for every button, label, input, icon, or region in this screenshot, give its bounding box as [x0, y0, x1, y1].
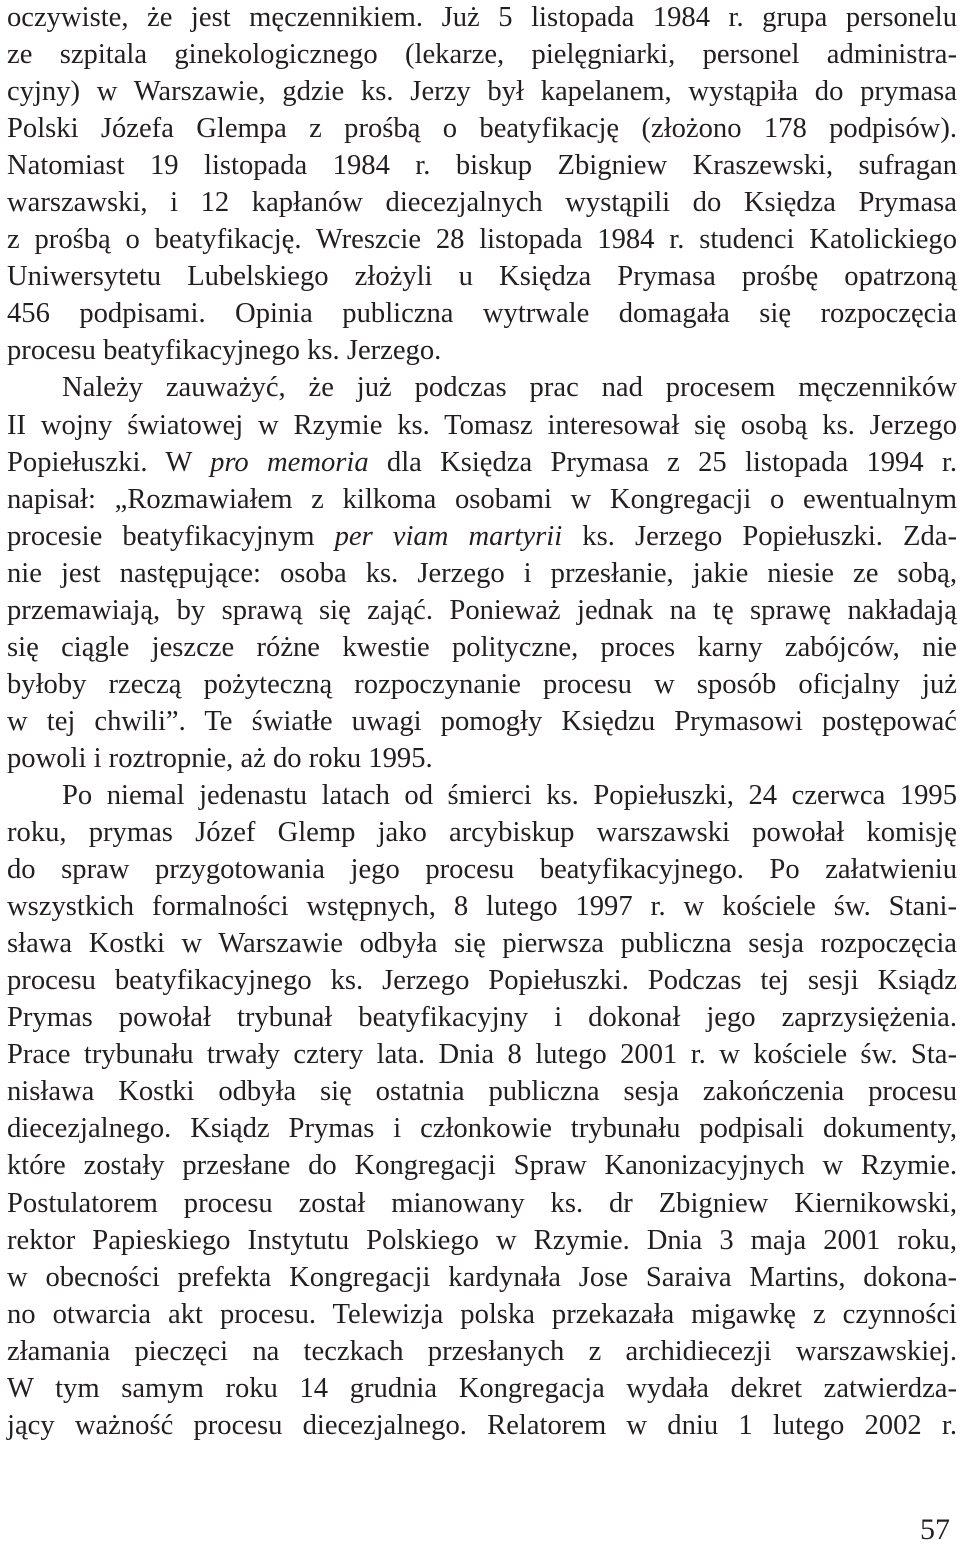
text-line [7, 444, 957, 481]
text-run: procesie beatyfikacyjnym [7, 520, 335, 552]
text-line: powoli i roztropnie, aż do roku 1995. [7, 742, 433, 774]
text-line: cyjny) w Warszawie, gdzie ks. Jerzy był kapelanem, wystąpiła do prymasa [7, 76, 957, 108]
page-number: 57 [920, 1513, 950, 1546]
text-line: oczywiste, że jest męczennikiem. Już 5 listopada 1984 r. grupa personelu [7, 2, 957, 33]
text-line: złamania pieczęci na teczkach przesłanych z archidiecezji warszawskiej. [7, 1335, 957, 1367]
text-line: byłoby rzeczą pożyteczną rozpoczynanie procesu w sposób oficjalny już [7, 668, 957, 700]
text-line: z prośbą o beatyfikację. Wreszcie 28 listopada 1984 r. studenci Katolickiego [7, 224, 957, 256]
text-line: procesu beatyfikacyjnego ks. Jerzego Popiełuszki. Podczas tej sesji Ksiądz [7, 965, 957, 997]
text-line: sława Kostki w Warszawie odbyła się pierwsza publiczna sesja rozpoczęcia [7, 928, 957, 960]
text-line: się ciągle jeszcze różne kwestie polityczne, proces karny zabójców, nie [7, 631, 957, 663]
text-line: w tej chwili”. Te światłe uwagi pomogły Księdzu Prymasowi postępować [7, 705, 957, 737]
text-run: Popiełuszki. W [7, 446, 211, 478]
text-line: rektor Papieskiego Instytutu Polskiego w Rzymie. Dnia 3 maja 2001 roku, [7, 1224, 957, 1256]
text-line: procesu beatyfikacyjnego ks. Jerzego. [7, 335, 442, 367]
text-line: Po niemal jedenastu latach od śmierci ks. Popiełuszki, 24 czerwca 1995 [62, 779, 957, 811]
text-line: Postulatorem procesu został mianowany ks. dr Zbigniew Kiernikowski, [7, 1187, 957, 1219]
text-line [7, 518, 957, 555]
paragraph [7, 369, 957, 777]
text-line: Natomiast 19 listopada 1984 r. biskup Zbigniew Kraszewski, sufragan [7, 150, 957, 182]
text-line: wszystkich formalności wstępnych, 8 lutego 1997 r. w kościele św. Stani- [7, 891, 957, 923]
text-line: Polski Józefa Glempa z prośbą o beatyfikację (złożono 178 podpisów). [7, 113, 957, 145]
text-line: które zostały przesłane do Kongregacji Spraw Kanonizacyjnych w Rzymie. [7, 1150, 957, 1182]
text-line: do spraw przygotowania jego procesu beatyfikacyjnego. Po załatwieniu [7, 854, 957, 886]
text-line: 456 podpisami. Opinia publiczna wytrwale domagała się rozpoczęcia [7, 298, 957, 330]
text-line: przemawiają, by sprawą się zająć. Ponieważ jednak na tę sprawę nakładają [7, 594, 957, 626]
text-line: Uniwersytetu Lubelskiego złożyli u Księdza Prymasa prośbę opatrzoną [7, 261, 957, 293]
text-line: nisława Kostki odbyła się ostatnia publiczna sesja zakończenia procesu [7, 1076, 957, 1108]
text-run: dla Księdza Prymasa z 25 listopada 1994 r. [368, 446, 957, 478]
text-line: nie jest następujące: osoba ks. Jerzego i przesłanie, jakie niesie ze sobą, [7, 557, 957, 589]
text-line: diecezjalnego. Ksiądz Prymas i członkowie trybunału podpisali dokumenty, [7, 1113, 957, 1145]
text-line: II wojny światowej w Rzymie ks. Tomasz interesował się osobą ks. Jerzego [7, 409, 957, 441]
italic-phrase: pro memoria [210, 446, 369, 478]
text-line: Prace trybunału trwały cztery lata. Dnia 8 lutego 2001 r. w kościele św. Sta- [7, 1039, 957, 1071]
italic-phrase: per viam martyrii [334, 520, 563, 552]
text-line: warszawski, i 12 kapłanów diecezjalnych wystąpili do Księdza Prymasa [7, 187, 957, 219]
text-line: no otwarcia akt procesu. Telewizja polska przekazała migawkę z czynności [7, 1298, 957, 1330]
text-line: Należy zauważyć, że już podczas prac nad procesem męczenników [62, 372, 957, 404]
text-run: ks. Jerzego Popiełuszki. Zda- [562, 520, 958, 552]
text-line: napisał: „Rozmawiałem z kilkoma osobami w Kongregacji o ewentualnym [7, 483, 957, 515]
paragraph [7, 777, 957, 1444]
paragraph [7, 0, 957, 369]
text-line: jący ważność procesu diecezjalnego. Relatorem w dniu 1 lutego 2002 r. [7, 1409, 957, 1441]
text-line: roku, prymas Józef Glemp jako arcybiskup warszawski powołał komisję [7, 817, 957, 849]
text-line: w obecności prefekta Kongregacji kardynała Jose Saraiva Martins, dokona- [7, 1261, 957, 1293]
text-line: Prymas powołał trybunał beatyfikacyjny i dokonał jego zaprzysiężenia. [7, 1002, 957, 1034]
text-line: ze szpitala ginekologicznego (lekarze, pielęgniarki, personel administra- [7, 39, 957, 71]
body-text [7, 0, 957, 1444]
text-line: W tym samym roku 14 grudnia Kongregacja wydała dekret zatwierdza- [7, 1372, 957, 1404]
